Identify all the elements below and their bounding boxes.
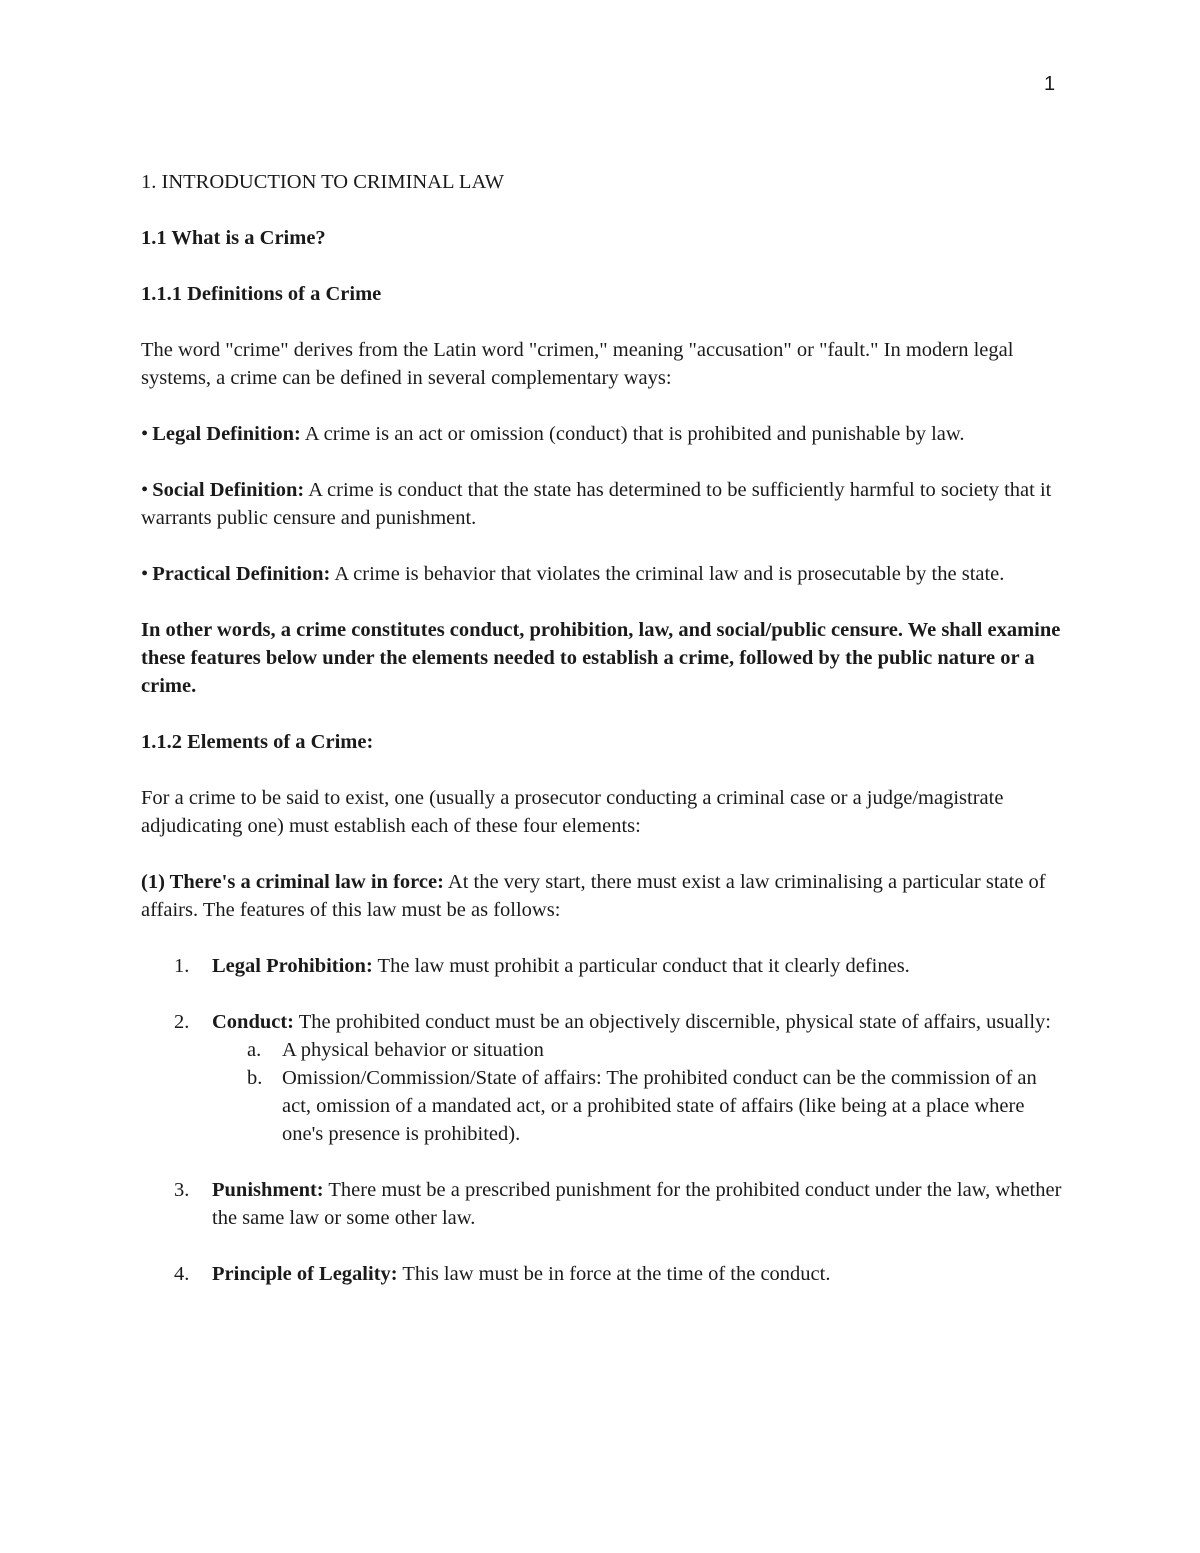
definition-practical [141, 560, 1066, 588]
definition-text: A crime is conduct that the state has determined to be sufficiently harmful to society that it warrants public censure and punishment. [141, 479, 1052, 529]
list-item [141, 1260, 1066, 1288]
feature-term: Legal Prohibition: [212, 955, 373, 977]
sub-item-text: A physical behavior or situation [282, 1039, 544, 1061]
feature-text: There must be a prescribed punishment for the prohibited conduct under the law, whether the same law or some other law. [212, 1179, 1062, 1229]
sub-list-item [212, 1064, 1066, 1148]
list-number: 2. [174, 1011, 190, 1033]
bullet-marker: • [141, 479, 149, 501]
list-number: 1. [174, 955, 190, 977]
list-item [141, 1008, 1066, 1148]
conduct-sub-list [212, 1036, 1066, 1148]
list-number: 3. [174, 1179, 190, 1201]
definition-text: A crime is an act or omission (conduct) that is prohibited and punishable by law. [300, 423, 965, 445]
list-number: 4. [174, 1263, 190, 1285]
feature-text: The law must prohibit a particular conduct that it clearly defines. [372, 955, 910, 977]
feature-term: Principle of Legality: [212, 1263, 398, 1285]
sub-item-text: Omission/Commission/State of affairs: The prohibited conduct can be the commission of an act, omission of a mandated act, or a prohibited state of affairs (like being at a place where one's presence is prohibited). [282, 1067, 1037, 1145]
sub-list-letter: b. [247, 1067, 263, 1089]
bullet-marker: • [141, 423, 149, 445]
element-criminal-law-in-force [141, 868, 1066, 924]
definition-social [141, 476, 1066, 532]
list-item [141, 1176, 1066, 1232]
definition-term: Practical Definition: [152, 563, 331, 585]
element-text: At the very start, there must exist a law criminalising a particular state of affairs. The features of this law must be as follows: [141, 871, 1046, 921]
section-heading-1-1-1: 1.1.1 Definitions of a Crime [141, 283, 382, 305]
section-heading-1-1: 1.1 What is a Crime? [141, 227, 326, 249]
elements-intro-paragraph: For a crime to be said to exist, one (usually a prosecutor conducting a criminal case or a judge/magistrate adjudicating one) must establish each of these four elements: [141, 787, 1004, 837]
feature-text: This law must be in force at the time of the conduct. [397, 1263, 831, 1285]
feature-term: Conduct: [212, 1011, 295, 1033]
list-item [141, 952, 1066, 980]
definition-term: Social Definition: [152, 479, 305, 501]
feature-text: The prohibited conduct must be an objectively discernible, physical state of affairs, usually: [294, 1011, 1051, 1033]
element-term: (1) There's a criminal law in force: [141, 871, 444, 893]
section-heading-1-1-2: 1.1.2 Elements of a Crime: [141, 731, 374, 753]
features-list [141, 952, 1066, 1288]
page-number: 1 [1044, 73, 1056, 95]
definition-text: A crime is behavior that violates the criminal law and is prosecutable by the state. [330, 563, 1005, 585]
sub-list-letter: a. [247, 1039, 262, 1061]
summary-paragraph: In other words, a crime constitutes conduct, prohibition, law, and social/public censure. We shall examine these features below under the elements needed to establish a crime, followed by the public nature or a crime. [141, 619, 1061, 697]
definition-legal [141, 420, 1066, 448]
document-body [141, 168, 1066, 1316]
definition-term: Legal Definition: [152, 423, 301, 445]
document-title: 1. INTRODUCTION TO CRIMINAL LAW [141, 171, 504, 193]
sub-list-item [212, 1036, 1066, 1064]
feature-term: Punishment: [212, 1179, 324, 1201]
bullet-marker: • [141, 563, 149, 585]
intro-paragraph: The word "crime" derives from the Latin word "crimen," meaning "accusation" or "fault." In modern legal systems, a crime can be defined in several complementary ways: [141, 339, 1014, 389]
